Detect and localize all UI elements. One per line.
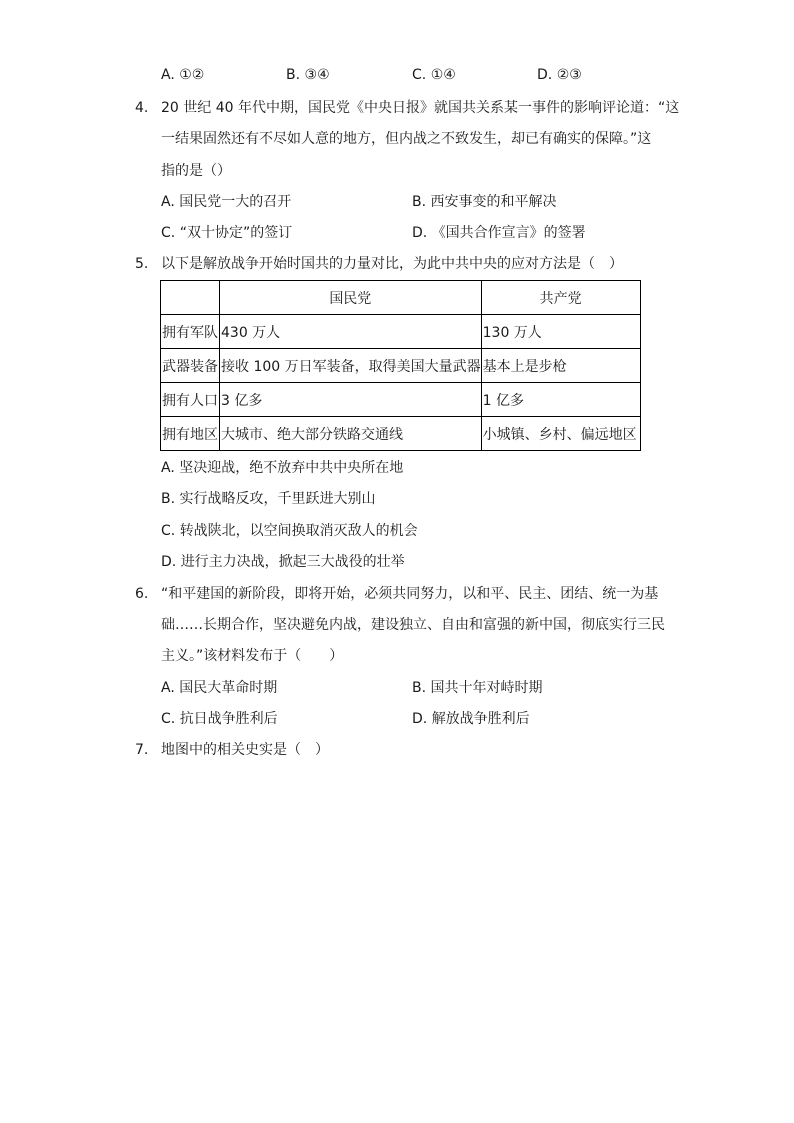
table-cell: 430 万人 bbox=[220, 315, 482, 349]
q6-option-b: B. 国共十年对峙时期 bbox=[412, 680, 543, 696]
q3-option-d: D. ②③ bbox=[537, 67, 582, 83]
table-cell: 拥有人口 bbox=[161, 383, 220, 417]
q4-option-b: B. 西安事变的和平解决 bbox=[412, 194, 557, 210]
q5-option-c: C. 转战陕北，以空间换取消灭敌人的机会 bbox=[161, 523, 418, 539]
question-number: 4. bbox=[135, 100, 149, 116]
question-stem: 地图中的相关史实是（ ） bbox=[161, 742, 329, 758]
q4-option-a: A. 国民党一大的召开 bbox=[161, 194, 292, 210]
table-cell: 小城镇、乡村、偏远地区 bbox=[481, 417, 640, 451]
question-stem-line: 20 世纪 40 年代中期，国民党《中央日报》就国共关系某一事件的影响评论道：“这 bbox=[161, 100, 680, 116]
table-header-cell: 国民党 bbox=[220, 281, 482, 315]
table-cell: 大城市、绝大部分铁路交通线 bbox=[220, 417, 482, 451]
question-stem-line: “和平建国的新阶段，即将开始，必须共同努力，以和平、民主、团结、统一为基 bbox=[161, 586, 659, 602]
question-stem-line: 础……长期合作，坚决避免内战，建设独立、自由和富强的新中国，彻底实行三民 bbox=[161, 617, 665, 633]
question-stem-line: 主义。”该材料发布于（ ） bbox=[161, 648, 344, 664]
q4-option-d: D. 《国共合作宣言》的签署 bbox=[412, 225, 586, 241]
q3-option-c: C. ①④ bbox=[412, 67, 456, 83]
table-cell: 130 万人 bbox=[481, 315, 640, 349]
table-row bbox=[161, 349, 641, 383]
question-stem-line: 一结果固然还有不尽如人意的地方，但内战之不致发生，却已有确实的保障。”这 bbox=[161, 131, 652, 147]
table-row bbox=[161, 315, 641, 349]
q6-option-a: A. 国民大革命时期 bbox=[161, 680, 278, 696]
question-stem-line: 指的是（） bbox=[161, 163, 231, 179]
q6-option-d: D. 解放战争胜利后 bbox=[412, 711, 530, 727]
question-number: 6. bbox=[135, 586, 149, 602]
q5-option-b: B. 实行战略反攻，千里跃进大别山 bbox=[161, 491, 376, 507]
table-cell: 基本上是步枪 bbox=[481, 349, 640, 383]
table-cell: 1 亿多 bbox=[481, 383, 640, 417]
table-cell: 拥有军队 bbox=[161, 315, 220, 349]
table-header-cell bbox=[161, 281, 220, 315]
q4-option-c: C. “双十协定”的签订 bbox=[161, 225, 293, 241]
table-cell: 武器装备 bbox=[161, 349, 220, 383]
table-row bbox=[161, 383, 641, 417]
q5-option-d: D. 进行主力决战，掀起三大战役的壮举 bbox=[161, 554, 405, 570]
table-row bbox=[161, 417, 641, 451]
q5-option-a: A. 坚决迎战，绝不放弃中共中央所在地 bbox=[161, 460, 404, 476]
q3-option-b: B. ③④ bbox=[286, 67, 330, 83]
table-header-cell: 共产党 bbox=[481, 281, 640, 315]
question-number: 5. bbox=[135, 256, 149, 272]
question-number: 7. bbox=[135, 742, 149, 758]
force-comparison-table bbox=[160, 280, 641, 451]
question-stem: 以下是解放战争开始时国共的力量对比，为此中共中央的应对方法是（ ） bbox=[161, 256, 623, 272]
table-cell: 3 亿多 bbox=[220, 383, 482, 417]
table-header-row bbox=[161, 281, 641, 315]
q6-option-c: C. 抗日战争胜利后 bbox=[161, 711, 278, 727]
table-cell: 接收 100 万日军装备，取得美国大量武器 bbox=[220, 349, 482, 383]
q3-option-a: A. ①② bbox=[161, 67, 205, 83]
table-cell: 拥有地区 bbox=[161, 417, 220, 451]
